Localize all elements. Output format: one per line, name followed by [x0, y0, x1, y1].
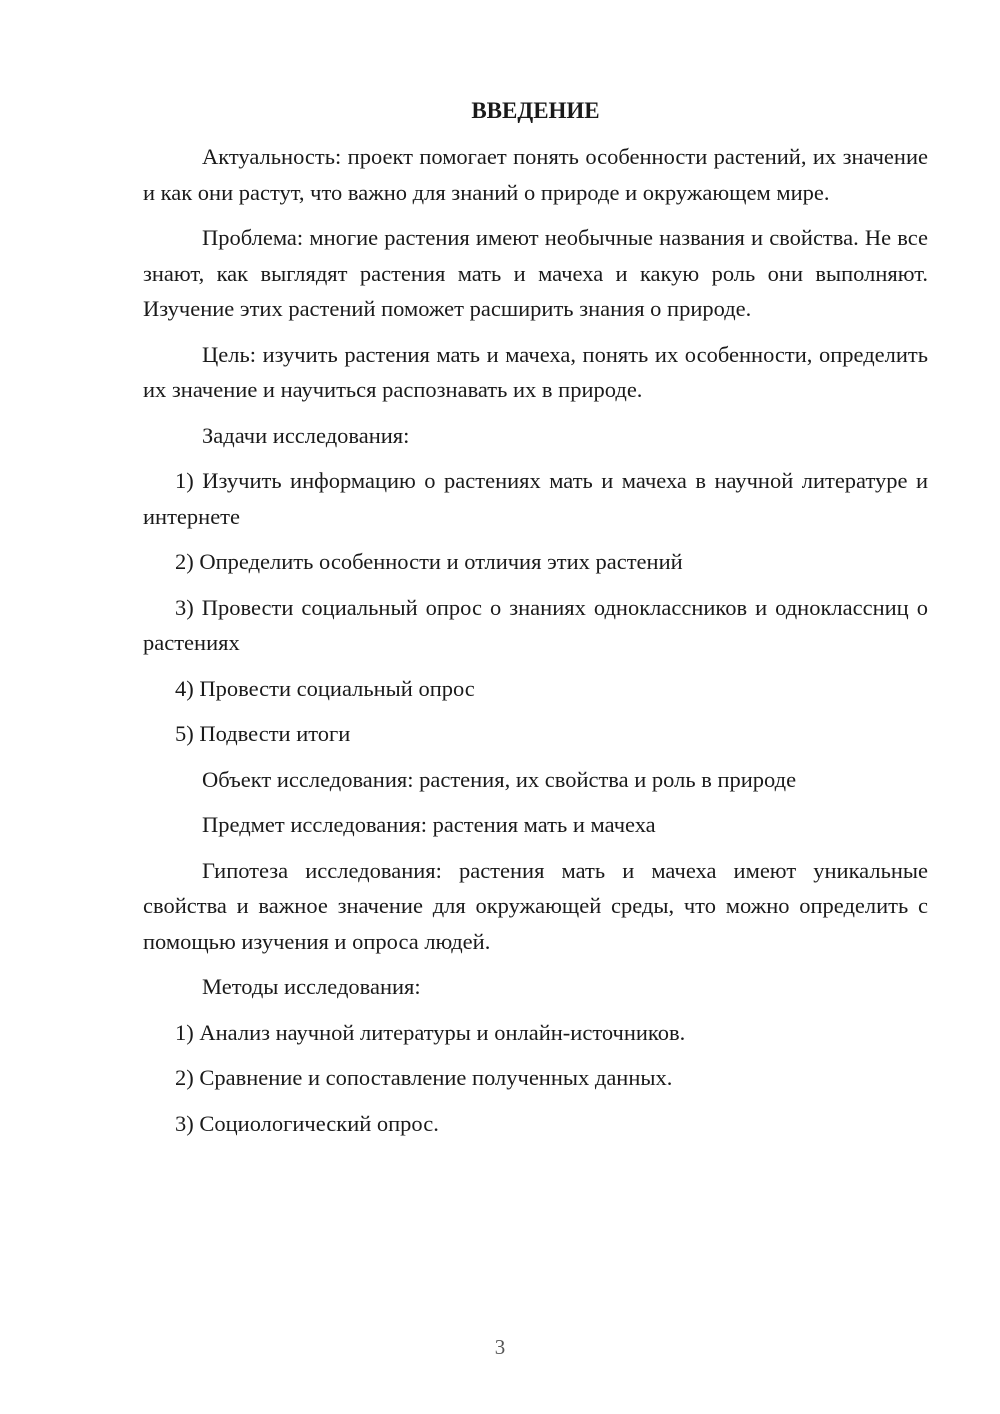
method-item: 3) Социологический опрос.: [175, 1110, 439, 1136]
method-item: 2) Сравнение и сопоставление полученных данных.: [175, 1065, 673, 1090]
object-paragraph: Объект исследования: растения, их свойства и роль в природе: [202, 766, 797, 792]
task-item: 2) Определить особенности и отличия этих растений: [175, 549, 683, 574]
task-item: 1) Изучить информацию о растениях мать и мачеха в научной литературе и интернете: [143, 468, 928, 529]
method-item: 1) Анализ научной литературы и онлайн-источников.: [175, 1019, 686, 1045]
problem-paragraph: Проблема: многие растения имеют необычные названия и свойства. Не все знают, как выглядят растения мать и мачеха и какую роль они выполняют. Изучение этих растений поможет расширить знания о природе.: [143, 225, 928, 321]
document-title: ВВЕДЕНИЕ: [471, 98, 600, 123]
relevance-paragraph: Актуальность: проект помогает понять особенности растений, их значение и как они растут, что важно для знаний о природе и окружающем мире.: [143, 144, 928, 205]
goal-paragraph: Цель: изучить растения мать и мачеха, понять их особенности, определить их значение и научиться распознавать их в природе.: [143, 341, 928, 402]
task-item: 4) Провести социальный опрос: [175, 675, 475, 701]
task-item: 3) Провести социальный опрос о знаниях одноклассников и одноклассниц о растениях: [143, 594, 928, 655]
subject-paragraph: Предмет исследования: растения мать и мачеха: [202, 812, 656, 837]
document-page: [143, 96, 928, 1151]
methods-heading: Методы исследования:: [202, 974, 421, 999]
task-item: 5) Подвести итоги: [175, 721, 351, 746]
page-number: 3: [494, 1335, 506, 1359]
tasks-heading: Задачи исследования:: [202, 422, 410, 448]
hypothesis-paragraph: Гипотеза исследования: растения мать и мачеха имеют уникальные свойства и важное значение для окружающей среды, что можно определить с помощью изучения и опроса людей.: [143, 857, 928, 954]
